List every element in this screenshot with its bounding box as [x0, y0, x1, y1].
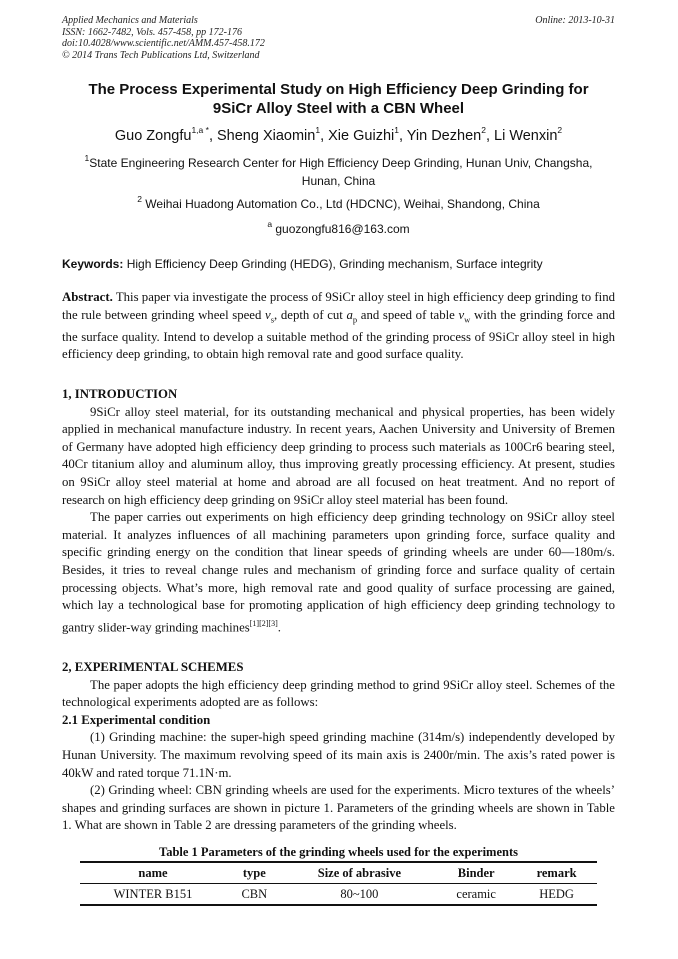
author-separator: ,	[208, 127, 217, 144]
title-line-1: The Process Experimental Study on High Efficiency Deep Grinding for	[88, 81, 589, 98]
experimental-paragraph-1: The paper adopts the high efficiency deep grinding method to grind 9SiCr alloy steel. Schemes of the technological experiments adopted are as follows:	[62, 677, 615, 710]
affiliation-text: Weihai Huadong Automation Co., Ltd (HDCNC), Weihai, Shandong, China	[141, 197, 540, 211]
table-cell: CBN	[226, 884, 283, 906]
section-heading-experimental: 2, EXPERIMENTAL SCHEMES	[62, 660, 244, 674]
table-1	[80, 861, 597, 906]
keywords-text: High Efficiency Deep Grinding (HEDG), Grinding mechanism, Surface integrity	[123, 257, 543, 271]
author-superscript: 1	[394, 125, 399, 135]
affiliation-superscript: 2	[137, 194, 142, 204]
paper-title	[62, 80, 615, 118]
table-header-cell: name	[80, 862, 226, 884]
symbol-vw: v	[458, 307, 465, 322]
author-email	[62, 216, 615, 238]
condition-paragraph-2: (2) Grinding wheel: CBN grinding wheels are used for the experiments. Micro textures of the wheels’ shapes and grinding surfaces are shown in picture 1. Parameters of the grinding wheels are shown in Table 1. What are shown in Table 2 are dressing parameters of the grinding wheels.	[62, 783, 615, 833]
table-header-cell: type	[226, 862, 283, 884]
copyright-line: © 2014 Trans Tech Publications Ltd, Switzerland	[62, 49, 260, 61]
affiliation-text: State Engineering Research Center for High Efficiency Deep Grinding, Hunan Univ, Changsha,	[89, 156, 593, 170]
citation-refs[interactable]: [1][2][3]	[249, 618, 278, 628]
table-header-row	[80, 862, 597, 884]
table-cell: HEDG	[516, 884, 597, 906]
abstract	[62, 289, 615, 364]
symbol-vs: v	[265, 307, 271, 322]
email-superscript: a	[267, 219, 273, 229]
abstract-text: This paper via investigate the process of 9SiCr alloy steel in high efficiency deep grinding to find the rule between grinding wheel speed	[62, 290, 615, 322]
symbol-subscript: w	[464, 314, 471, 325]
author-superscript: 1,a *	[191, 125, 209, 135]
paragraph-text: The paper carries out experiments on high efficiency deep grinding technology on 9SiCr alloy steel material. It analyzes influences of all machining parameters upon grinding force, surface quality and specific grinding energy on the condition that linear speeds of grinding wheels are under 60—180m/s. Besides, it tries to reveal change rules and mechanism of grinding force and surface quality of certain processing objects. What’s more, high removal rate and good quality of surface processing are gained, which lay a technological base for promoting application of high efficiency deep grinding technology to gantry slider-way grinding machines	[62, 510, 615, 634]
experimental-section	[62, 659, 615, 835]
author-name: Guo Zongfu	[114, 127, 192, 144]
symbol-subscript: s	[270, 314, 275, 325]
paragraph-end: .	[277, 619, 281, 634]
keywords	[62, 256, 615, 272]
table-header-cell: Binder	[436, 862, 516, 884]
author-name: Sheng Xiaomin	[217, 127, 316, 144]
symbol-subscript: p	[352, 314, 358, 325]
author-superscript: 2	[557, 125, 563, 135]
table-row	[80, 884, 597, 906]
intro-paragraph-2	[62, 509, 615, 636]
table-1-caption: Table 1 Parameters of the grinding wheels used for the experiments	[159, 845, 518, 859]
affiliation-2	[62, 191, 615, 213]
section-heading-introduction: 1, INTRODUCTION	[62, 387, 178, 401]
table-header-cell: remark	[516, 862, 597, 884]
table-header-cell: Size of abrasive	[283, 862, 437, 884]
introduction-section	[62, 386, 615, 637]
abstract-text: and speed of table	[357, 307, 459, 322]
symbol-ap: a	[346, 307, 353, 322]
intro-paragraph-1: 9SiCr alloy steel material, for its outstanding mechanical and physical properties, has been widely applied in mechanical manufacture industry. In recent years, Aachen University and University of Bremen of Germany have adopted high efficiency deep grinding to process such materials as 100Cr6 bearing steel, 40Cr titanium alloy and aluminum alloy, thus improving greatly processing efficiency. At present, studies on 9SiCr alloy steel material at home and abroad are all focused on heat treatment. And no report of research on high efficiency deep grinding on 9SiCr alloy steel material has been found.	[62, 404, 615, 507]
table-cell: ceramic	[436, 884, 516, 906]
title-line-2: 9SiCr Alloy Steel with a CBN Wheel	[212, 100, 465, 117]
author-separator: ,	[320, 127, 329, 144]
abstract-text: , depth of cut	[274, 307, 347, 322]
author-name: Yin Dezhen	[406, 127, 482, 144]
author-name: Li Wenxin	[494, 127, 558, 144]
author-superscript: 2	[481, 125, 486, 135]
subsection-heading-condition: 2.1 Experimental condition	[62, 712, 211, 727]
online-date: Online: 2013-10-31	[535, 15, 615, 26]
author-separator: ,	[398, 127, 407, 144]
keywords-label: Keywords:	[62, 257, 124, 271]
affiliation-text: Hunan, China	[301, 174, 376, 188]
table-cell: WINTER B151	[80, 884, 226, 906]
doi-line[interactable]: doi:10.4028/www.scientific.net/AMM.457-458.172	[62, 38, 265, 49]
affiliation-1	[62, 150, 615, 190]
author-name: Xie Guizhi	[328, 127, 395, 144]
running-header	[62, 15, 615, 61]
condition-paragraph-1: (1) Grinding machine: the super-high speed grinding machine (314m/s) independently developed by Hunan University. The maximum revolving speed of its main axis is 2400r/min. The axis’s rated power is 40kW and rated torque 71.1N·m.	[62, 730, 615, 780]
author-superscript: 1	[315, 125, 321, 135]
abstract-text: with the grinding force and the surface quality. Intend to develop a suitable method of the grinding process of 9SiCr alloy steel in high efficiency deep grinding, to obtain high removal rate and good surface quality.	[62, 307, 615, 362]
email-address[interactable]: guozongfu816@163.com	[272, 222, 410, 236]
issn-line: ISSN: 1662-7482, Vols. 457-458, pp 172-176	[62, 26, 242, 38]
table-cell: 80~100	[283, 884, 437, 906]
author-separator: ,	[485, 127, 494, 144]
author-list	[62, 122, 615, 145]
journal-name: Applied Mechanics and Materials	[62, 15, 198, 26]
abstract-label: Abstract.	[62, 290, 113, 304]
affiliation-superscript: 1	[84, 153, 90, 163]
